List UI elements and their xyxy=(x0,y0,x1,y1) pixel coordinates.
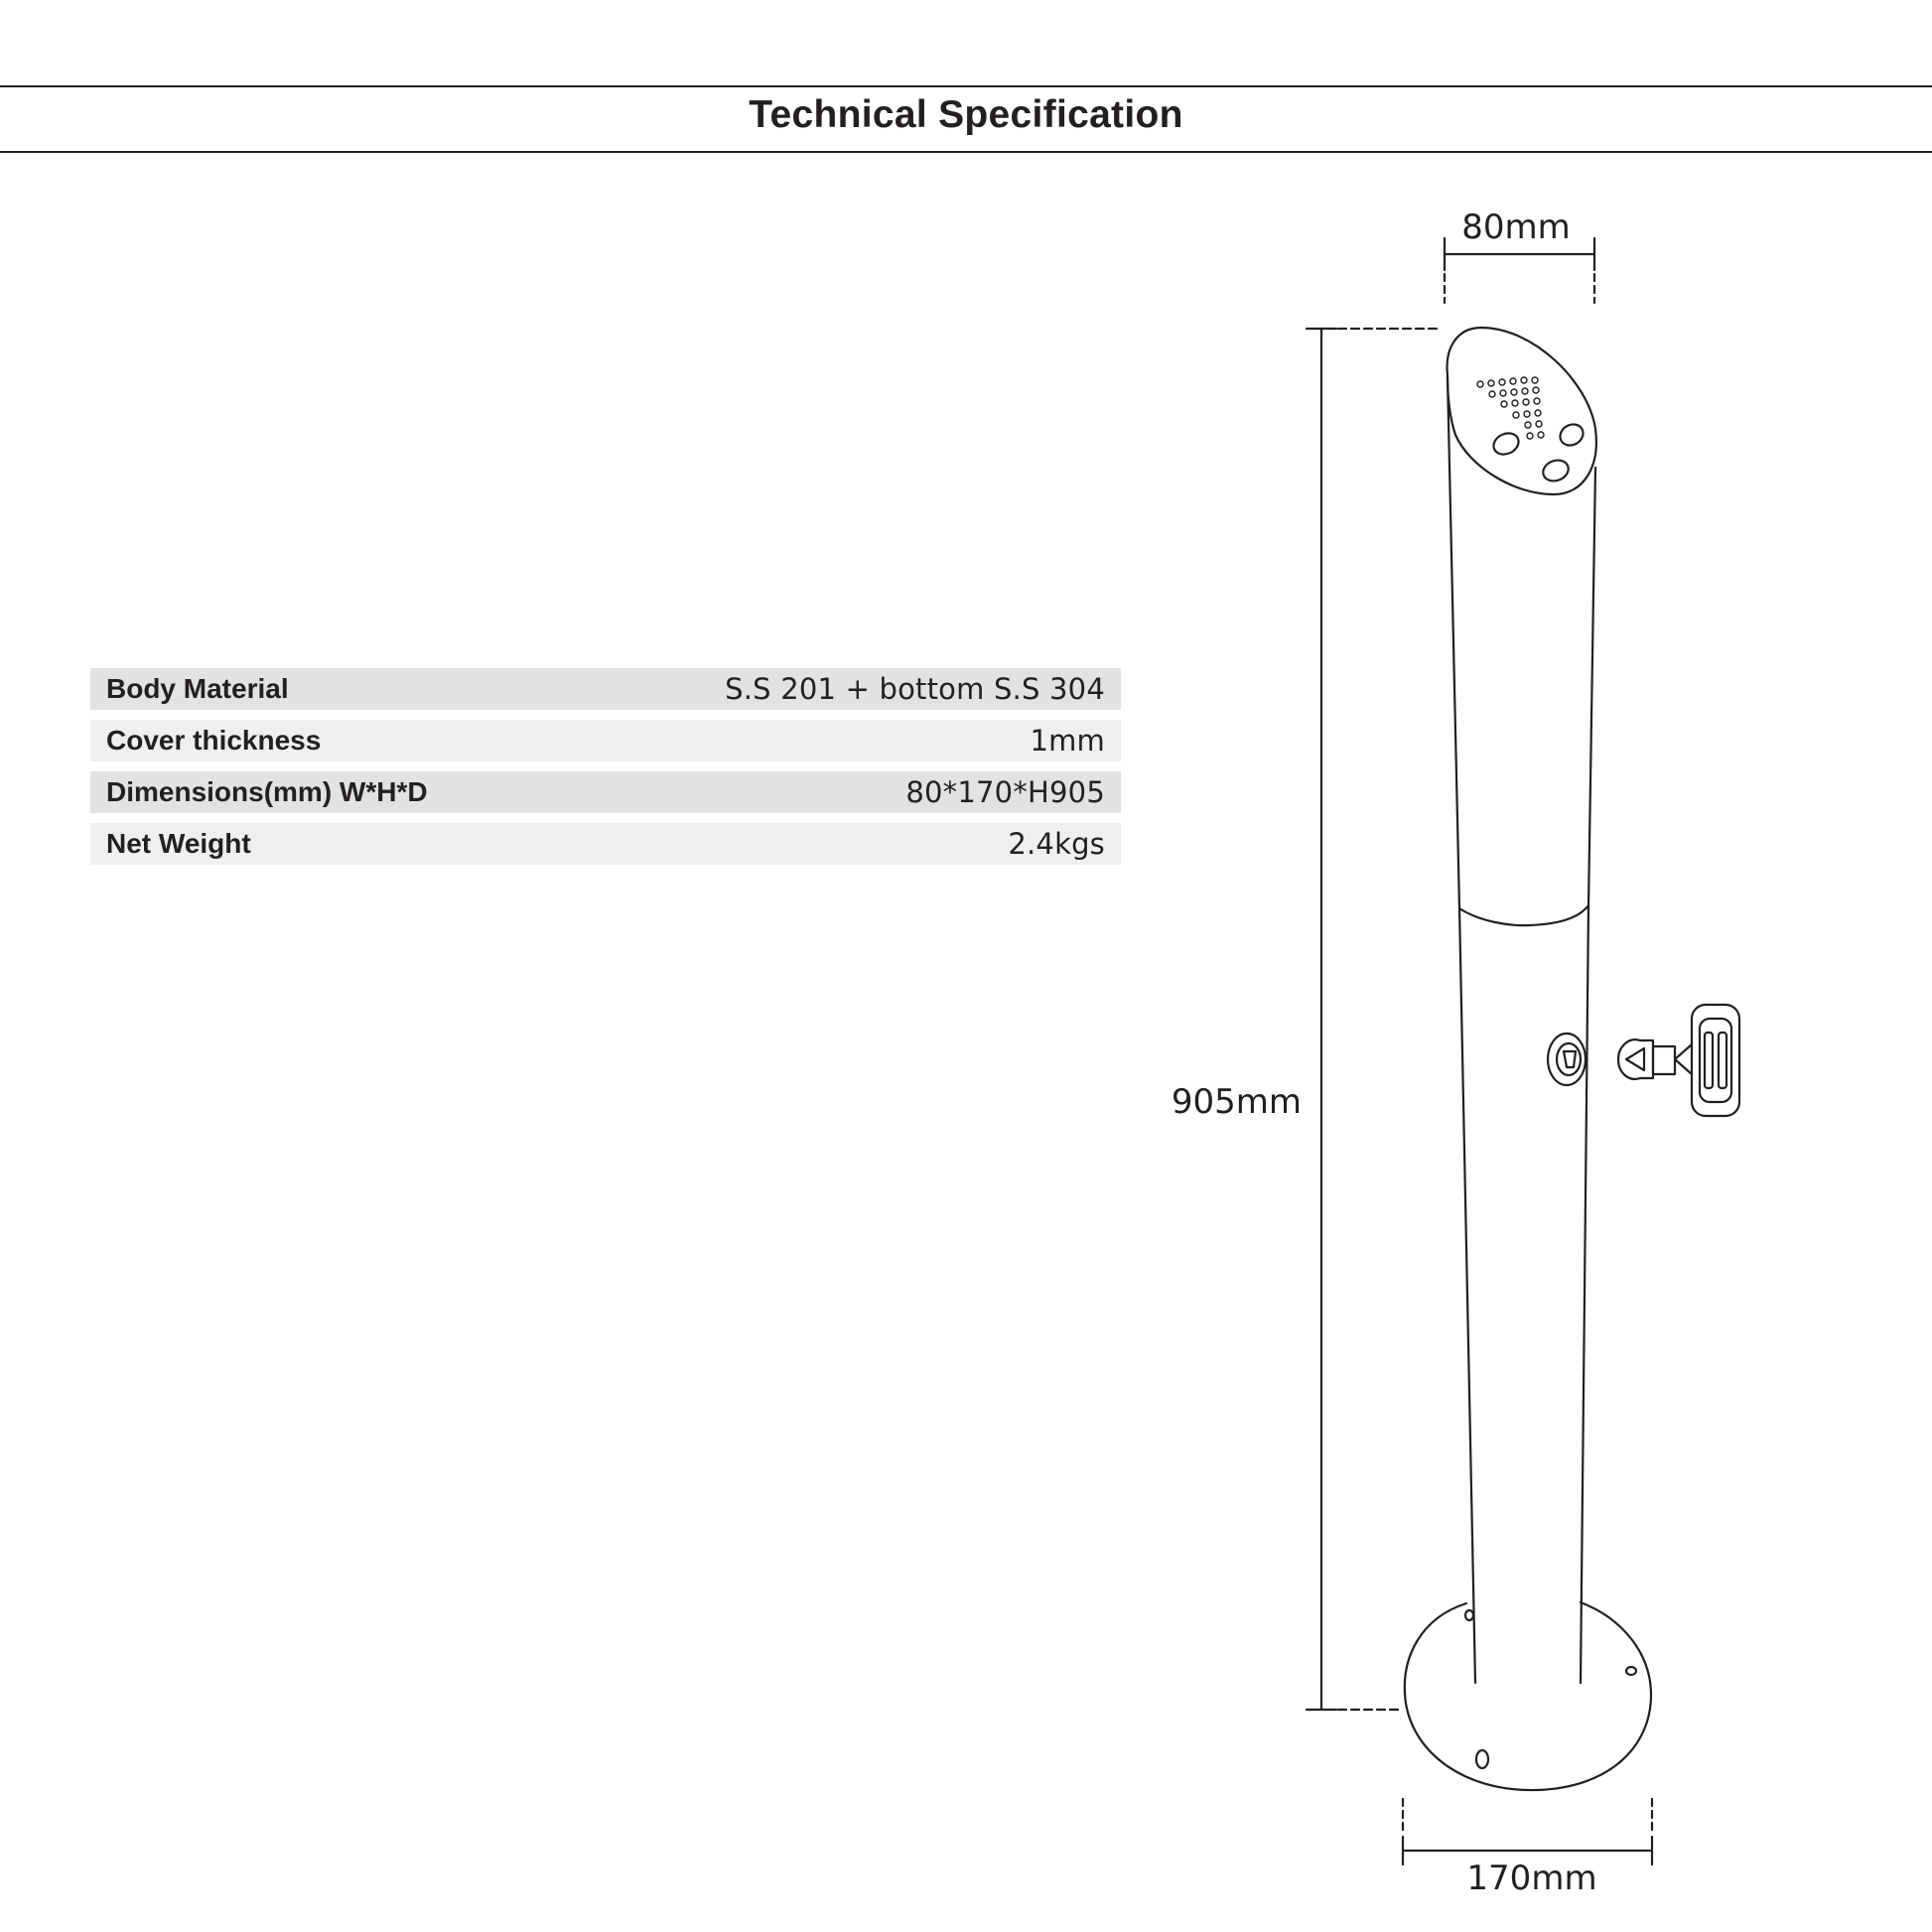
top-cap-vent-holes xyxy=(1477,377,1544,439)
base-width-dimension xyxy=(1403,1799,1652,1864)
spec-value: 1mm xyxy=(1030,724,1105,758)
post-body xyxy=(1448,377,1595,1683)
spec-value: 80*170*H905 xyxy=(905,775,1105,809)
top-cap xyxy=(1448,328,1596,494)
spec-label: Cover thickness xyxy=(106,725,322,756)
top-width-label: 80mm xyxy=(1461,207,1571,247)
spec-label: Dimensions(mm) W*H*D xyxy=(106,776,428,807)
spec-label: Body Material xyxy=(106,673,289,704)
top-width-dimension xyxy=(1445,238,1594,303)
height-dimension xyxy=(1307,329,1440,1710)
spec-value: S.S 201 + bottom S.S 304 xyxy=(725,672,1105,706)
spec-label: Net Weight xyxy=(106,828,251,859)
keyhole-lock xyxy=(1548,1034,1586,1085)
base-width-label: 170mm xyxy=(1466,1859,1597,1898)
base-plate xyxy=(1405,1602,1651,1790)
height-label: 905mm xyxy=(1171,1082,1302,1122)
page-title: Technical Specification xyxy=(749,93,1183,136)
key-icon xyxy=(1618,1005,1739,1116)
spec-value: 2.4kgs xyxy=(1008,827,1105,861)
